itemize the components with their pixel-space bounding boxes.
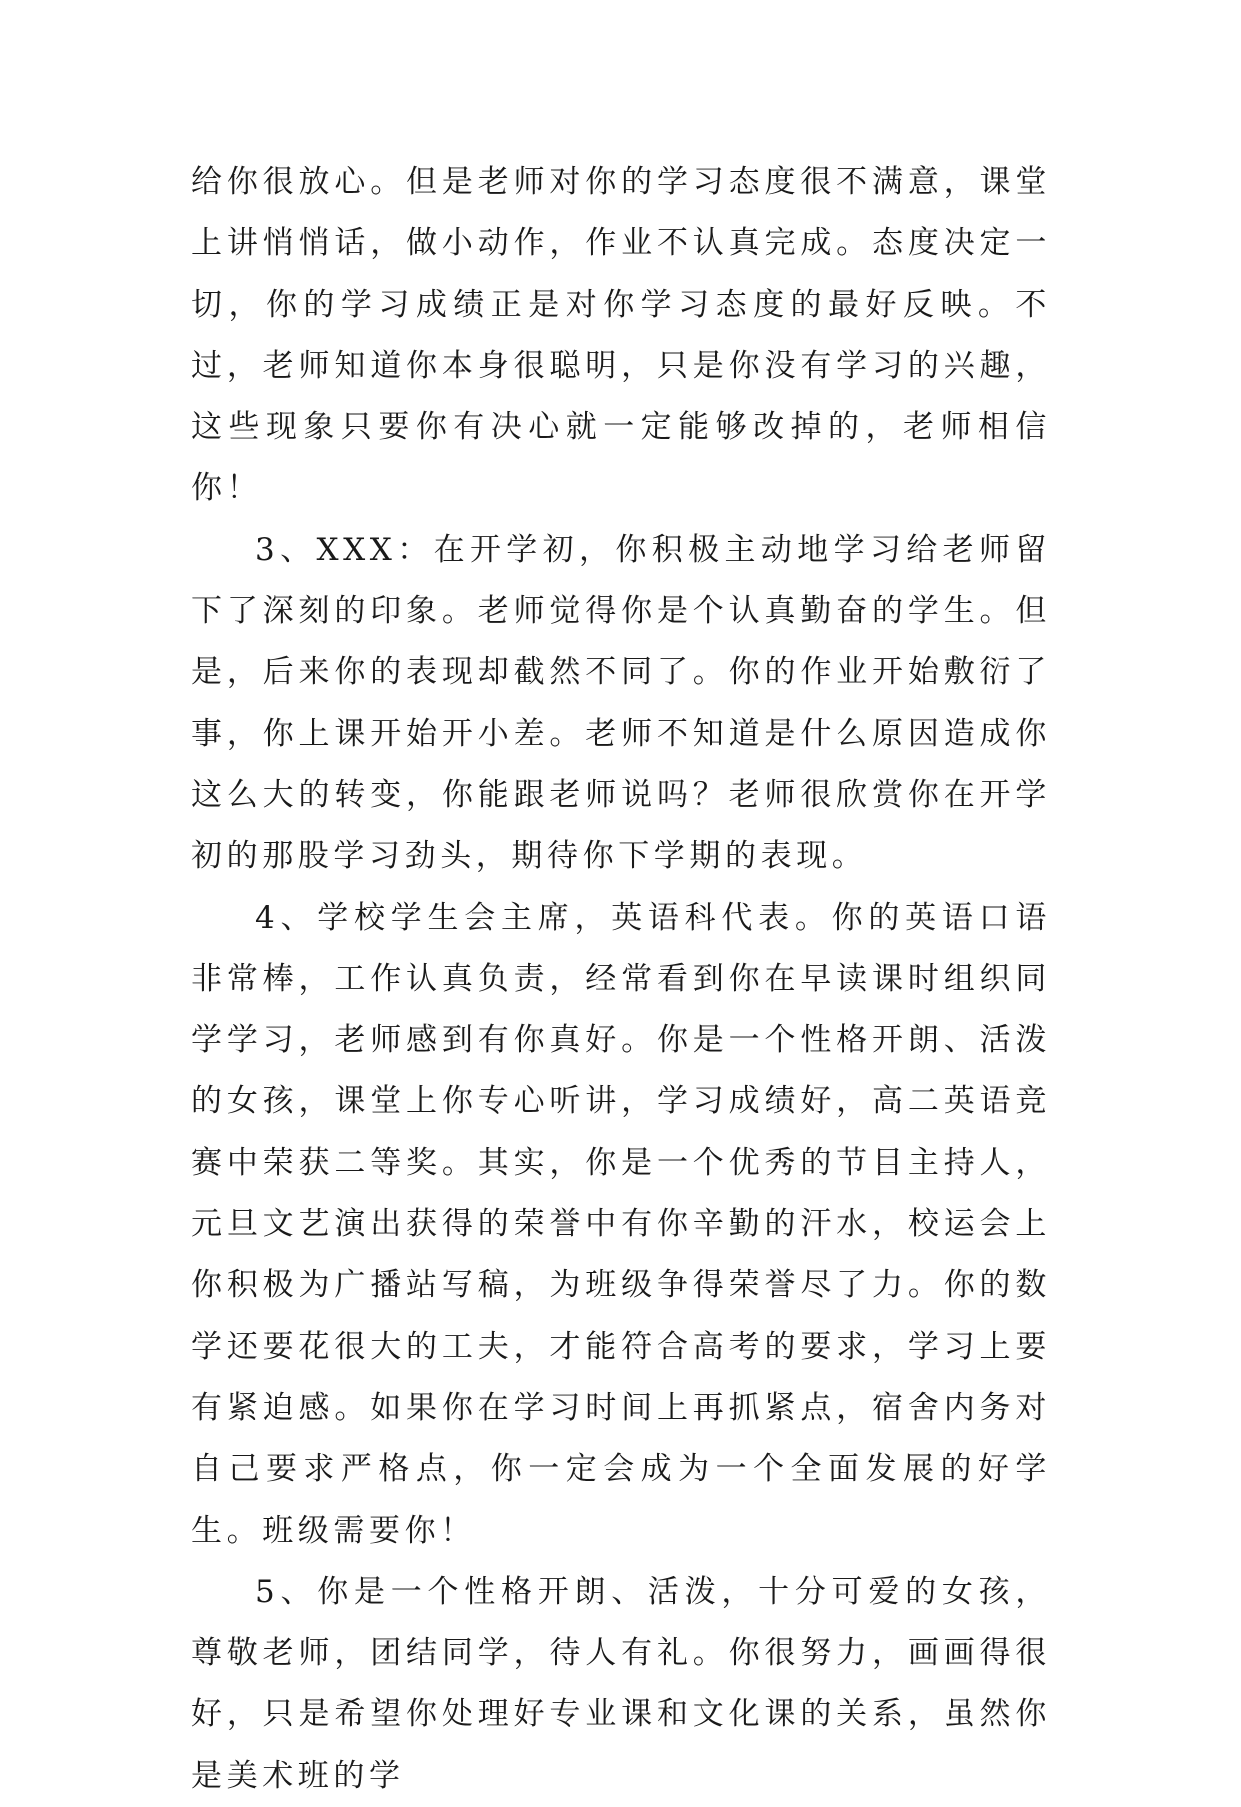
document-body [191, 152, 1051, 1807]
paragraph-comment-5: 5、你是一个性格开朗、活泼，十分可爱的女孩，尊敬老师，团结同学，待人有礼。你很努力，画画得很好，只是希望你处理好专业课和文化课的关系，虽然你是美术班的学 [191, 1573, 1051, 1794]
paragraph-comment-3: 3、XXX：在开学初，你积极主动地学习给老师留下了深刻的印象。老师觉得你是个认真勤奋的学生。但是，后来你的表现却截然不同了。你的作业开始敷衍了事，你上课开始开小差。老师不知道是什么原因造成你这么大的转变，你能跟老师说吗？老师很欣赏你在开学初的那股学习劲头，期待你下学期的表现。 [191, 531, 1051, 875]
paragraph-comment-2-continued: 给你很放心。但是老师对你的学习态度很不满意，课堂上讲悄悄话，做小动作，作业不认真完成。态度决定一切，你的学习成绩正是对你学习态度的最好反映。不过，老师知道你本身很聪明，只是你没有学习的兴趣，这些现象只要你有决心就一定能够改掉的，老师相信你！ [191, 164, 1051, 507]
paragraph-comment-4: 4、学校学生会主席，英语科代表。你的英语口语非常棒，工作认真负责，经常看到你在早读课时组织同学学习，老师感到有你真好。你是一个性格开朗、活泼的女孩，课堂上你专心听讲，学习成绩好，高二英语竞赛中荣获二等奖。其实，你是一个优秀的节目主持人，元旦文艺演出获得的荣誉中有你辛勤的汗水，校运会上你积极为广播站写稿，为班级争得荣誉尽了力。你的数学还要花很大的工夫，才能符合高考的要求，学习上要有紧迫感。如果你在学习时间上再抓紧点，宿舍内务对自己要求严格点，你一定会成为一个全面发展的好学生。班级需要你！ [191, 899, 1051, 1549]
